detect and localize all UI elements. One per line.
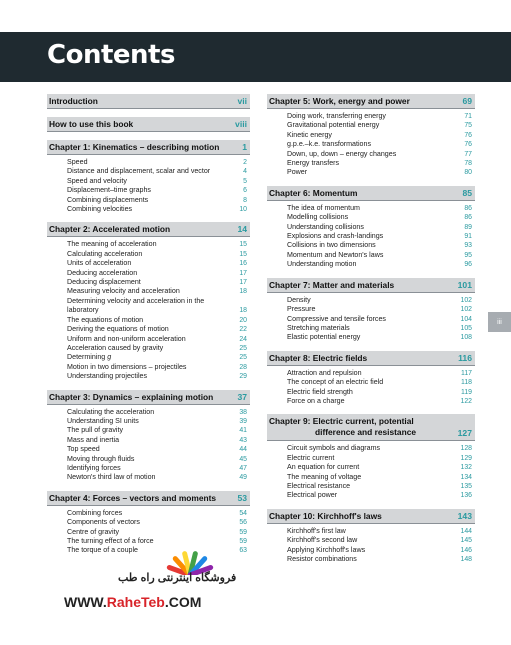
entry-label: Combining velocities bbox=[67, 205, 133, 214]
section-items bbox=[267, 201, 475, 270]
url-prefix: WWW. bbox=[64, 594, 107, 610]
toc-entry[interactable] bbox=[267, 260, 475, 269]
section-title: Chapter 3: Dynamics – explaining motion bbox=[49, 391, 214, 402]
toc-entry[interactable] bbox=[267, 444, 475, 453]
entry-label: Deducing acceleration bbox=[67, 268, 138, 277]
watermark bbox=[64, 551, 237, 621]
entry-page: 76 bbox=[464, 131, 472, 139]
entry-page: 102 bbox=[460, 306, 472, 314]
entry-page: 136 bbox=[460, 492, 472, 500]
entry-label: Understanding motion bbox=[287, 260, 357, 269]
entry-page: 2 bbox=[243, 159, 247, 166]
toc-section bbox=[267, 351, 475, 407]
entry-page: 132 bbox=[460, 464, 472, 472]
section-title-line: Chapter 9: Electric current, potential bbox=[269, 416, 414, 427]
toc-entry[interactable] bbox=[267, 555, 475, 564]
entry-page: 119 bbox=[461, 388, 472, 396]
toc-section bbox=[47, 140, 250, 214]
toc-entry[interactable] bbox=[47, 316, 250, 325]
section-title: Chapter 1: Kinematics – describing motion bbox=[49, 142, 220, 152]
section-header[interactable] bbox=[267, 186, 475, 201]
section-header[interactable] bbox=[47, 491, 250, 506]
entry-page: 25 bbox=[239, 344, 247, 352]
toc-entry[interactable] bbox=[47, 408, 250, 417]
toc-entry[interactable] bbox=[267, 378, 475, 387]
section-items bbox=[267, 366, 475, 407]
entry-page: 24 bbox=[239, 335, 247, 343]
entry-label: The idea of momentum bbox=[287, 203, 360, 212]
page-number-tab: iii bbox=[488, 312, 511, 332]
entry-page: 25 bbox=[239, 354, 247, 362]
toc-entry[interactable] bbox=[47, 363, 250, 372]
toc-entry[interactable] bbox=[267, 388, 475, 397]
entry-label: Density bbox=[287, 295, 311, 304]
entry-page: 77 bbox=[464, 150, 472, 158]
toc-entry[interactable] bbox=[267, 463, 475, 472]
entry-page: 18 bbox=[239, 307, 247, 315]
section-page: viii bbox=[235, 119, 247, 129]
section-items bbox=[267, 109, 475, 178]
entry-page: 39 bbox=[239, 417, 247, 425]
section-title: Chapter 6: Momentum bbox=[269, 187, 358, 198]
section-items bbox=[47, 405, 250, 483]
section-header[interactable] bbox=[47, 117, 250, 132]
entry-label: Gravitational potential energy bbox=[287, 121, 380, 130]
entry-label: Identifying forces bbox=[67, 463, 121, 472]
toc-entry[interactable] bbox=[267, 232, 475, 241]
toc-entry[interactable] bbox=[267, 296, 475, 305]
section-page: 14 bbox=[237, 224, 247, 235]
section-page: 143 bbox=[457, 510, 472, 521]
entry-label: Determining g bbox=[67, 353, 112, 362]
toc-entry[interactable] bbox=[47, 417, 250, 426]
toc-entry[interactable] bbox=[47, 325, 250, 334]
toc-section bbox=[47, 390, 250, 483]
toc-entry[interactable] bbox=[47, 250, 250, 259]
entry-label: Collisions in two dimensions bbox=[287, 241, 376, 250]
entry-page: 63 bbox=[239, 547, 247, 555]
entry-label: Mass and inertia bbox=[67, 435, 120, 444]
entry-label: Electrical resistance bbox=[287, 481, 351, 490]
toc-entry[interactable] bbox=[47, 344, 250, 353]
section-page: 1 bbox=[242, 142, 247, 152]
entry-label: Centre of gravity bbox=[67, 527, 120, 536]
entry-label: Momentum and Newton's laws bbox=[287, 250, 384, 259]
toc-entry[interactable] bbox=[267, 315, 475, 324]
section-header[interactable] bbox=[267, 509, 475, 524]
entry-label: Compressive and tensile forces bbox=[287, 314, 386, 323]
toc-section bbox=[267, 94, 475, 178]
entry-label: Circuit symbols and diagrams bbox=[287, 444, 381, 453]
entry-label: Distance and displacement, scalar and vector bbox=[67, 167, 211, 176]
entry-page: 91 bbox=[464, 233, 472, 241]
entry-label: Modelling collisions bbox=[287, 213, 349, 222]
toc-entry[interactable] bbox=[47, 537, 250, 546]
toc-entry[interactable] bbox=[267, 140, 475, 149]
entry-page: 59 bbox=[239, 538, 247, 545]
toc-entry[interactable] bbox=[47, 177, 250, 186]
toc-entry[interactable] bbox=[47, 473, 250, 482]
section-title-line: difference and resistance bbox=[315, 427, 417, 438]
toc-entry[interactable] bbox=[267, 112, 475, 121]
toc-entry[interactable] bbox=[267, 131, 475, 140]
toc-entry[interactable] bbox=[47, 259, 250, 268]
entry-page: 10 bbox=[239, 206, 247, 214]
url-suffix: .COM bbox=[164, 594, 202, 610]
entry-label: The meaning of voltage bbox=[287, 472, 362, 481]
toc-section bbox=[47, 491, 250, 556]
toc-entry[interactable] bbox=[47, 240, 250, 249]
entry-page: 76 bbox=[464, 141, 472, 149]
entry-label: Electric field strength bbox=[287, 387, 353, 396]
entry-label: Motion in two dimensions – projectiles bbox=[67, 362, 187, 371]
page-title: Contents bbox=[47, 40, 175, 70]
entry-label: Explosions and crash-landings bbox=[287, 232, 384, 241]
toc-entry[interactable] bbox=[47, 269, 250, 278]
toc-entry[interactable] bbox=[267, 305, 475, 314]
entry-label: Elastic potential energy bbox=[287, 333, 361, 342]
entry-label: The pull of gravity bbox=[67, 426, 123, 435]
entry-page: 28 bbox=[239, 363, 247, 371]
toc-entry[interactable] bbox=[47, 335, 250, 344]
entry-page: 144 bbox=[460, 527, 472, 535]
toc-section bbox=[47, 222, 250, 381]
toc-entry[interactable] bbox=[267, 324, 475, 333]
section-title bbox=[269, 416, 416, 438]
section-page: 69 bbox=[462, 96, 472, 106]
url-brand: RaheTeb bbox=[106, 594, 165, 610]
entry-page: 75 bbox=[464, 122, 472, 130]
watermark-persian-text: فروشگاه اینترنتی راه طب bbox=[118, 572, 237, 584]
toc-section bbox=[267, 509, 475, 565]
toc-entry[interactable] bbox=[267, 213, 475, 222]
entry-label: Doing work, transferring energy bbox=[287, 112, 386, 120]
toc-entry[interactable] bbox=[267, 454, 475, 463]
entry-page: 80 bbox=[464, 169, 472, 177]
entry-label: Speed bbox=[67, 158, 88, 166]
entry-page: 29 bbox=[239, 373, 247, 381]
section-title: Introduction bbox=[49, 96, 98, 106]
entry-page: 134 bbox=[460, 473, 472, 481]
entry-label: Down, up, down – energy changes bbox=[287, 149, 397, 158]
toc-entry[interactable] bbox=[267, 333, 475, 342]
entry-label: Understanding projectiles bbox=[67, 372, 148, 381]
entry-label: Energy transfers bbox=[287, 159, 340, 168]
section-header[interactable] bbox=[47, 390, 250, 405]
entry-label: Deriving the equations of motion bbox=[67, 325, 169, 334]
toc-entry[interactable] bbox=[47, 528, 250, 537]
entry-page: 104 bbox=[460, 315, 472, 323]
section-header[interactable] bbox=[267, 351, 475, 366]
section-header[interactable] bbox=[267, 278, 475, 293]
entry-label: Speed and velocity bbox=[67, 176, 127, 185]
entry-page: 59 bbox=[239, 528, 247, 536]
toc-entry[interactable] bbox=[47, 464, 250, 473]
section-title: Chapter 5: Work, energy and power bbox=[269, 96, 410, 106]
entry-page: 47 bbox=[239, 464, 247, 472]
entry-page: 8 bbox=[243, 196, 247, 204]
entry-page: 41 bbox=[239, 427, 247, 435]
entry-label: Acceleration caused by gravity bbox=[67, 343, 164, 352]
section-page: 127 bbox=[457, 428, 472, 439]
entry-page: 54 bbox=[239, 509, 247, 517]
toc-entry[interactable] bbox=[267, 223, 475, 232]
page-header bbox=[0, 32, 511, 82]
section-items bbox=[267, 293, 475, 343]
watermark-url bbox=[64, 594, 201, 610]
entry-label: Combining displacements bbox=[67, 195, 149, 204]
entry-page: 78 bbox=[464, 160, 472, 168]
toc-section bbox=[267, 186, 475, 270]
entry-label: The concept of an electric field bbox=[287, 378, 384, 387]
entry-page: 146 bbox=[460, 546, 472, 554]
entry-page: 38 bbox=[239, 408, 247, 416]
entry-page: 135 bbox=[460, 482, 472, 490]
toc-entry[interactable] bbox=[267, 241, 475, 250]
entry-page: 102 bbox=[460, 296, 472, 304]
toc-entry[interactable] bbox=[267, 482, 475, 491]
toc-entry[interactable] bbox=[47, 167, 250, 176]
section-title: Chapter 7: Matter and materials bbox=[269, 279, 395, 290]
entry-label: Components of vectors bbox=[67, 518, 140, 527]
toc-section bbox=[267, 278, 475, 343]
entry-label: The torque of a couple bbox=[67, 546, 138, 555]
entry-label: Displacement–time graphs bbox=[67, 186, 151, 195]
toc-entry[interactable] bbox=[267, 369, 475, 378]
entry-page: 56 bbox=[239, 519, 247, 527]
toc-entry[interactable] bbox=[267, 121, 475, 130]
entry-page: 45 bbox=[239, 455, 247, 463]
entry-page: 105 bbox=[460, 324, 472, 332]
section-title: Chapter 10: Kirchhoff's laws bbox=[269, 510, 382, 521]
section-items bbox=[47, 237, 250, 381]
entry-label: Deducing displacement bbox=[67, 278, 141, 287]
entry-page: 6 bbox=[243, 187, 247, 195]
toc-entry[interactable] bbox=[47, 509, 250, 518]
toc-left-column bbox=[47, 94, 250, 564]
entry-page: 129 bbox=[460, 454, 472, 462]
entry-page: 16 bbox=[239, 260, 247, 268]
toc-entry[interactable] bbox=[47, 205, 250, 214]
entry-label: Measuring velocity and acceleration bbox=[67, 287, 180, 296]
section-header[interactable] bbox=[47, 222, 250, 237]
entry-page: 18 bbox=[239, 288, 247, 296]
entry-page: 148 bbox=[460, 556, 472, 563]
section-page: 85 bbox=[462, 187, 472, 198]
entry-label: Resistor combinations bbox=[287, 555, 357, 563]
entry-label: Calculating the acceleration bbox=[67, 407, 155, 416]
toc-section bbox=[47, 117, 250, 132]
toc-right-column bbox=[267, 94, 475, 572]
toc-entry[interactable] bbox=[47, 372, 250, 381]
entry-page: 108 bbox=[460, 334, 472, 342]
toc-entry[interactable] bbox=[267, 204, 475, 213]
entry-label: Determining velocity and acceleration in the laboratory bbox=[67, 296, 205, 315]
toc-entry[interactable] bbox=[267, 150, 475, 159]
toc-entry[interactable] bbox=[47, 518, 250, 527]
entry-label: Understanding SI units bbox=[67, 416, 139, 425]
section-page: 116 bbox=[458, 352, 472, 363]
toc-entry[interactable] bbox=[47, 445, 250, 454]
entry-page: 20 bbox=[239, 316, 247, 324]
section-items bbox=[267, 441, 475, 500]
entry-page: 15 bbox=[239, 250, 247, 258]
section-items bbox=[47, 506, 250, 556]
toc-entry[interactable] bbox=[267, 491, 475, 500]
entry-label: The turning effect of a force bbox=[67, 537, 154, 545]
entry-label: The equations of motion bbox=[67, 315, 144, 324]
section-header[interactable] bbox=[267, 414, 475, 441]
toc-entry[interactable] bbox=[47, 426, 250, 435]
section-header[interactable] bbox=[47, 94, 250, 109]
toc-entry[interactable] bbox=[47, 186, 250, 195]
entry-page: 49 bbox=[239, 474, 247, 482]
toc-entry[interactable] bbox=[47, 196, 250, 205]
toc-entry[interactable] bbox=[267, 546, 475, 555]
toc-entry[interactable] bbox=[47, 287, 250, 296]
toc-entry[interactable] bbox=[47, 353, 250, 362]
entry-page: 95 bbox=[464, 251, 472, 259]
entry-page: 86 bbox=[464, 214, 472, 222]
entry-label: g.p.e.–k.e. transformations bbox=[287, 140, 371, 149]
entry-page: 4 bbox=[243, 168, 247, 176]
entry-page: 17 bbox=[239, 269, 247, 277]
entry-label: Electrical power bbox=[287, 491, 338, 500]
entry-page: 43 bbox=[239, 436, 247, 444]
entry-label: Calculating acceleration bbox=[67, 249, 143, 258]
entry-label: Moving through fluids bbox=[67, 454, 135, 463]
entry-page: 5 bbox=[243, 177, 247, 185]
entry-label: Force on a charge bbox=[287, 396, 345, 405]
section-header[interactable] bbox=[267, 94, 475, 109]
toc-entry[interactable] bbox=[47, 158, 250, 167]
entry-label: Pressure bbox=[287, 305, 316, 314]
toc-entry[interactable] bbox=[267, 536, 475, 545]
entry-page: 44 bbox=[239, 446, 247, 454]
toc-entry[interactable] bbox=[267, 473, 475, 482]
toc-entry[interactable] bbox=[267, 527, 475, 536]
section-title: Chapter 4: Forces – vectors and moments bbox=[49, 492, 217, 503]
entry-label: An equation for current bbox=[287, 463, 360, 472]
entry-label: Newton's third law of motion bbox=[67, 473, 156, 482]
toc-section bbox=[47, 94, 250, 109]
section-title: Chapter 8: Electric fields bbox=[269, 352, 368, 363]
entry-label: Understanding collisions bbox=[287, 222, 364, 231]
entry-page: 145 bbox=[460, 537, 472, 545]
entry-page: 117 bbox=[461, 369, 472, 377]
toc-entry[interactable] bbox=[267, 159, 475, 168]
section-header[interactable] bbox=[47, 140, 250, 155]
entry-page: 89 bbox=[464, 223, 472, 231]
entry-page: 15 bbox=[239, 241, 247, 249]
toc-entry[interactable] bbox=[47, 297, 250, 316]
toc-entry[interactable] bbox=[267, 168, 475, 177]
entry-label: Applying Kirchhoff's laws bbox=[287, 545, 366, 554]
entry-label: Combining forces bbox=[67, 508, 123, 517]
section-page: 37 bbox=[237, 391, 247, 402]
entry-page: 122 bbox=[460, 397, 472, 405]
entry-page: 86 bbox=[464, 204, 472, 212]
entry-label: Kinetic energy bbox=[287, 130, 332, 139]
entry-page: 96 bbox=[464, 261, 472, 269]
toc-entry[interactable] bbox=[267, 251, 475, 260]
entry-page: 93 bbox=[464, 242, 472, 250]
entry-label: Units of acceleration bbox=[67, 259, 132, 268]
toc-entry[interactable] bbox=[47, 278, 250, 287]
section-page: vii bbox=[237, 96, 247, 106]
section-title: How to use this book bbox=[49, 119, 134, 129]
entry-label: Top speed bbox=[67, 445, 100, 454]
entry-label: Kirchhoff's second law bbox=[287, 536, 358, 545]
section-items bbox=[47, 155, 250, 214]
entry-page: 71 bbox=[464, 113, 472, 120]
entry-page: 22 bbox=[239, 326, 247, 334]
entry-label: Power bbox=[287, 168, 308, 177]
toc-entry[interactable] bbox=[47, 436, 250, 445]
entry-page: 17 bbox=[239, 279, 247, 287]
section-title: Chapter 2: Accelerated motion bbox=[49, 224, 171, 235]
section-items bbox=[267, 524, 475, 565]
entry-label: Electric current bbox=[287, 453, 335, 462]
entry-label: Kirchhoff's first law bbox=[287, 526, 346, 535]
toc-entry[interactable] bbox=[47, 455, 250, 464]
toc-section bbox=[267, 414, 475, 500]
section-page: 53 bbox=[237, 492, 247, 503]
entry-label: Stretching materials bbox=[287, 323, 350, 332]
entry-label: Uniform and non-uniform acceleration bbox=[67, 334, 186, 343]
entry-page: 128 bbox=[460, 445, 472, 453]
toc-entry[interactable] bbox=[267, 397, 475, 406]
entry-label: The meaning of acceleration bbox=[67, 240, 157, 249]
entry-page: 118 bbox=[461, 379, 472, 387]
entry-label: Attraction and repulsion bbox=[287, 368, 362, 377]
section-page: 101 bbox=[457, 279, 472, 290]
